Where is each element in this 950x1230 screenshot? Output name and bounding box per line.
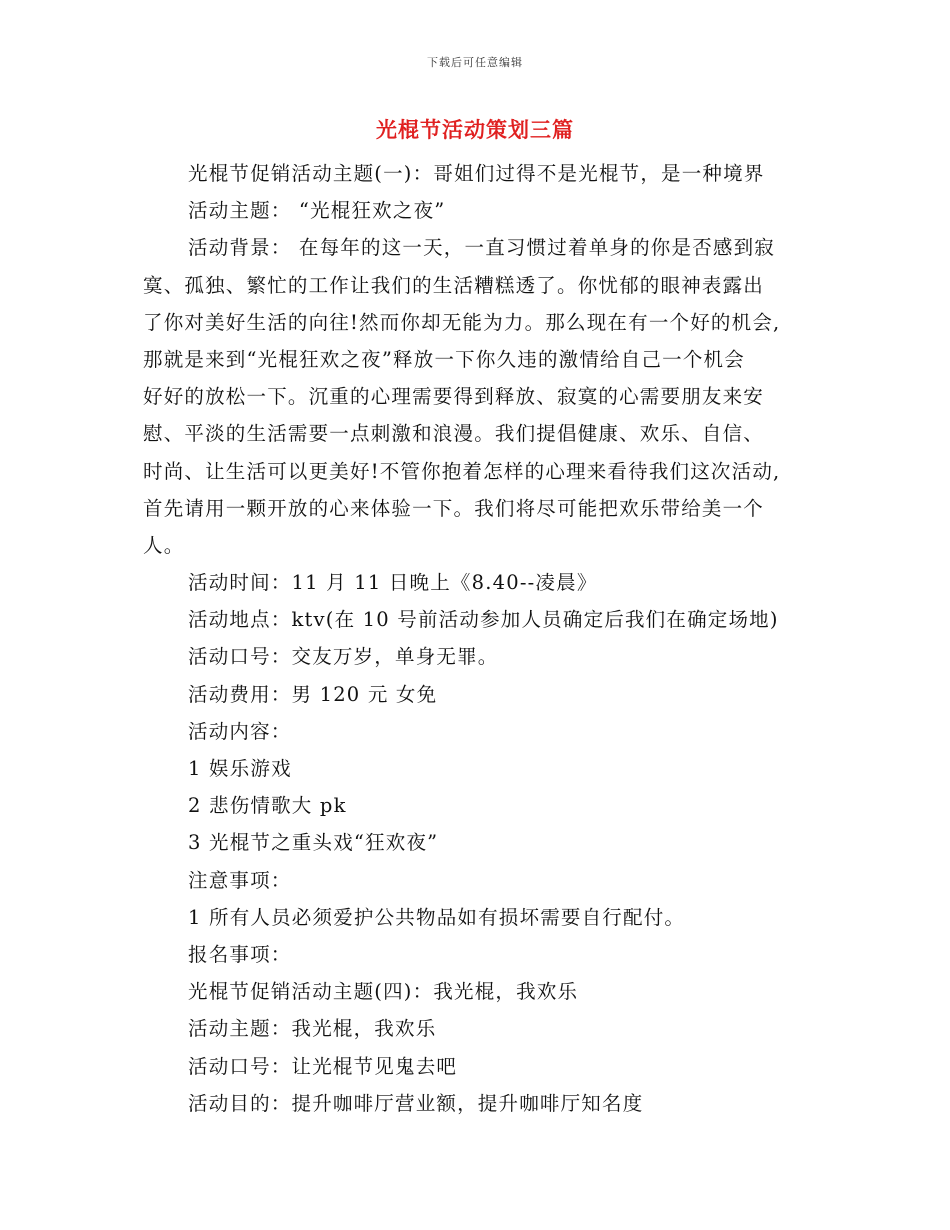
text-line: 光棍节促销活动主题(一)：哥姐们过得不是光棍节，是一种境界 [188, 162, 765, 185]
header-note: 下载后可任意编辑 [427, 56, 523, 69]
text-line: 活动目的：提升咖啡厅营业额，提升咖啡厅知名度 [188, 1091, 644, 1115]
text-line: 首先请用一颗开放的心来体验一下。我们将尽可能把欢乐带给美一个 [143, 496, 765, 520]
text-line: 报名事项： [188, 942, 292, 966]
document-body [143, 155, 808, 1122]
text-line: 了你对美好生活的向往!然而你却无能为力。那么现在有一个好的机会, [143, 310, 781, 334]
text-line: 好好的放松一下。沉重的心理需要得到释放、寂寞的心需要朋友来安 [143, 385, 765, 409]
text-line: 时尚、让生活可以更美好!不管你抱着怎样的心理来看待我们这次活动, [143, 459, 781, 483]
text-line: 那就是来到“光棍狂欢之夜”释放一下你久违的激情给自己一个机会 [143, 347, 745, 371]
text-line: 活动内容： [188, 719, 292, 743]
text-line: 光棍节促销活动主题(四)：我光棍，我欢乐 [188, 980, 579, 1004]
text-line: 1 所有人员必须爱护公共物品如有损坏需要自行配付。 [188, 905, 686, 929]
text-line: 活动口号：让光棍节见鬼去吧 [188, 1054, 458, 1078]
text-line: 活动费用：男 120 元 女免 [188, 682, 438, 706]
text-line: 1 娱乐游戏 [188, 757, 292, 780]
text-line: 活动地点：ktv(在 10 号前活动参加人员确定后我们在确定场地) [188, 608, 779, 632]
text-line: 活动主题：我光棍，我欢乐 [188, 1017, 437, 1041]
text-line: 活动时间：11 月 11 日晚上《8.40--凌晨》 [188, 571, 598, 595]
text-line: 活动主题： “光棍狂欢之夜” [188, 199, 446, 223]
text-line: 寞、孤独、繁忙的工作让我们的生活糟糕透了。你忧郁的眼神表露出 [143, 273, 765, 297]
text-line: 人。 [143, 533, 185, 557]
text-line: 注意事项： [188, 868, 292, 892]
text-line: 活动口号：交友万岁，单身无罪。 [188, 645, 499, 669]
text-line: 3 光棍节之重头戏“狂欢夜” [188, 831, 439, 855]
page-title: 光棍节活动策划三篇 [376, 117, 574, 142]
text-line: 2 悲伤情歌大 pk [188, 794, 347, 818]
text-line: 慰、平淡的生活需要一点刺激和浪漫。我们提倡健康、欢乐、自信、 [143, 422, 765, 446]
text-line: 活动背景： 在每年的这一天，一直习惯过着单身的你是否感到寂 [188, 236, 775, 260]
